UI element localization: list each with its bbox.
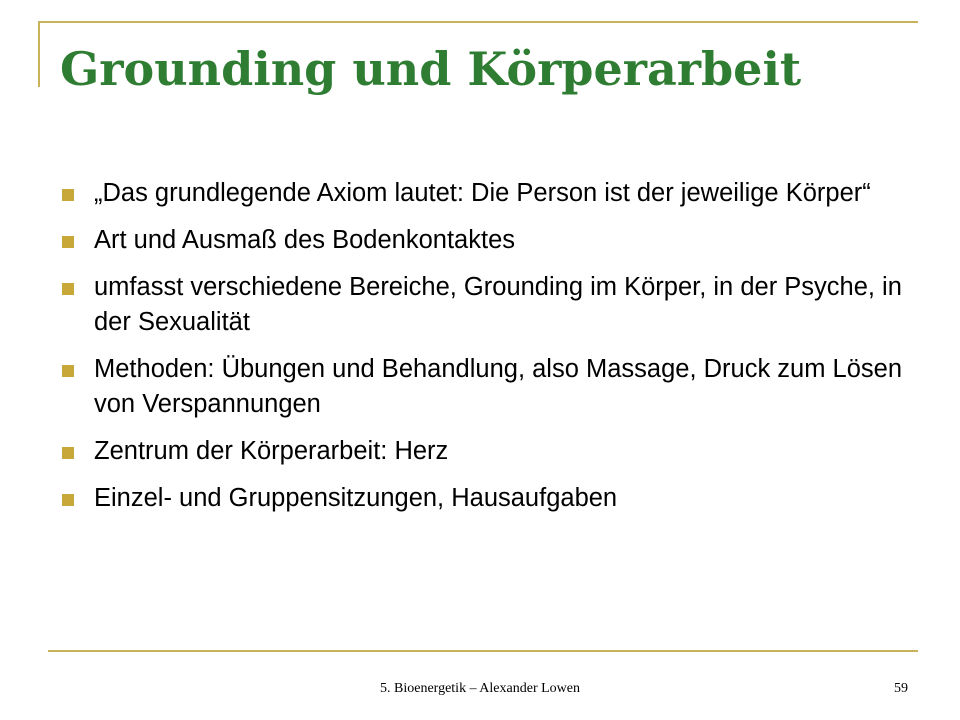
slide-title: Grounding und Körperarbeit	[60, 42, 802, 96]
square-bullet-icon	[62, 447, 74, 459]
footer-divider	[48, 650, 918, 652]
bullet-text: Zentrum der Körperarbeit: Herz	[94, 437, 449, 465]
bullet-item	[60, 434, 920, 469]
bullet-text: Methoden: Übungen und Behandlung, also Massage, Druck zum Lösen von Verspannungen	[94, 355, 903, 418]
square-bullet-icon	[62, 365, 74, 377]
bullet-item	[60, 223, 920, 258]
square-bullet-icon	[62, 283, 74, 295]
frame-left-line	[38, 21, 40, 87]
bullet-item	[60, 176, 920, 211]
footer-text: 5. Bioenergetik – Alexander Lowen	[380, 681, 580, 696]
bullet-text: „Das grundlegende Axiom lautet: Die Person ist der jeweilige Körper“	[94, 179, 871, 207]
square-bullet-icon	[62, 494, 74, 506]
bullet-text: Art und Ausmaß des Bodenkontaktes	[94, 226, 515, 254]
square-bullet-icon	[62, 189, 74, 201]
bullet-item	[60, 481, 920, 516]
bullet-item	[60, 270, 920, 340]
bullet-text: Einzel- und Gruppensitzungen, Hausaufgaben	[94, 484, 618, 512]
square-bullet-icon	[62, 236, 74, 248]
bullet-item	[60, 352, 920, 422]
slide-number: 59	[894, 681, 908, 696]
bullet-list	[60, 176, 920, 528]
frame-top-line	[38, 21, 918, 23]
bullet-text: umfasst verschiedene Bereiche, Grounding im Körper, in der Psyche, in der Sexualität	[94, 273, 902, 336]
